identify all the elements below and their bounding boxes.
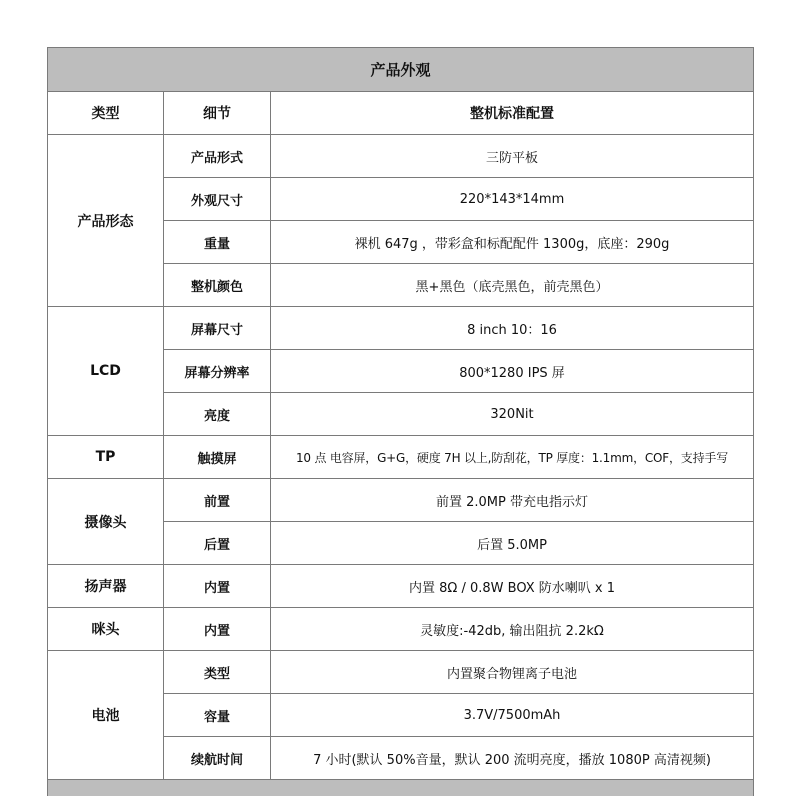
- table-header-row: [48, 92, 754, 135]
- table-footer-band: [48, 780, 754, 797]
- detail-cell: 前置: [164, 479, 271, 522]
- footer-band-cell: [48, 780, 754, 797]
- category-cell: 电池: [48, 651, 164, 780]
- value-cell: 内置 8Ω / 0.8W BOX 防水喇叭 x 1: [271, 565, 754, 608]
- value-cell: 320Nit: [271, 393, 754, 436]
- detail-cell: 外观尺寸: [164, 178, 271, 221]
- value-cell: 10 点 电容屏，G+G，硬度 7H 以上,防刮花，TP 厚度：1.1mm，COF，支持手写: [271, 436, 754, 479]
- value-cell: 7 小时(默认 50%音量，默认 200 流明亮度，播放 1080P 高清视频): [271, 737, 754, 780]
- value-cell: 前置 2.0MP 带充电指示灯: [271, 479, 754, 522]
- detail-cell: 容量: [164, 694, 271, 737]
- category-cell: 扬声器: [48, 565, 164, 608]
- spec-table: [47, 47, 754, 796]
- table-row: [48, 651, 754, 694]
- value-cell: 裸机 647g ，带彩盒和标配配件 1300g，底座：290g: [271, 221, 754, 264]
- category-cell: 产品形态: [48, 135, 164, 307]
- column-header-type: 类型: [48, 92, 164, 135]
- table-row: [48, 479, 754, 522]
- table-title: 产品外观: [48, 48, 754, 92]
- detail-cell: 触摸屏: [164, 436, 271, 479]
- detail-cell: 内置: [164, 608, 271, 651]
- detail-cell: 整机颜色: [164, 264, 271, 307]
- value-cell: 后置 5.0MP: [271, 522, 754, 565]
- value-cell: 220*143*14mm: [271, 178, 754, 221]
- table-row: [48, 436, 754, 479]
- table-title-row: [48, 48, 754, 92]
- category-cell: LCD: [48, 307, 164, 436]
- column-header-detail: 细节: [164, 92, 271, 135]
- detail-cell: 类型: [164, 651, 271, 694]
- table-row: [48, 565, 754, 608]
- value-cell: 黑+黑色（底壳黑色，前壳黑色）: [271, 264, 754, 307]
- category-cell: 咪头: [48, 608, 164, 651]
- value-cell: 3.7V/7500mAh: [271, 694, 754, 737]
- value-cell: 三防平板: [271, 135, 754, 178]
- detail-cell: 续航时间: [164, 737, 271, 780]
- value-cell: 800*1280 IPS 屏: [271, 350, 754, 393]
- table-row: [48, 307, 754, 350]
- detail-cell: 后置: [164, 522, 271, 565]
- column-header-standard-config: 整机标准配置: [271, 92, 754, 135]
- value-cell: 内置聚合物锂离子电池: [271, 651, 754, 694]
- category-cell: TP: [48, 436, 164, 479]
- detail-cell: 重量: [164, 221, 271, 264]
- value-cell: 灵敏度:-42db, 输出阻抗 2.2kΩ: [271, 608, 754, 651]
- detail-cell: 内置: [164, 565, 271, 608]
- table-row: [48, 608, 754, 651]
- category-cell: 摄像头: [48, 479, 164, 565]
- detail-cell: 屏幕分辨率: [164, 350, 271, 393]
- table-row: [48, 135, 754, 178]
- value-cell: 8 inch 10：16: [271, 307, 754, 350]
- detail-cell: 屏幕尺寸: [164, 307, 271, 350]
- detail-cell: 产品形式: [164, 135, 271, 178]
- detail-cell: 亮度: [164, 393, 271, 436]
